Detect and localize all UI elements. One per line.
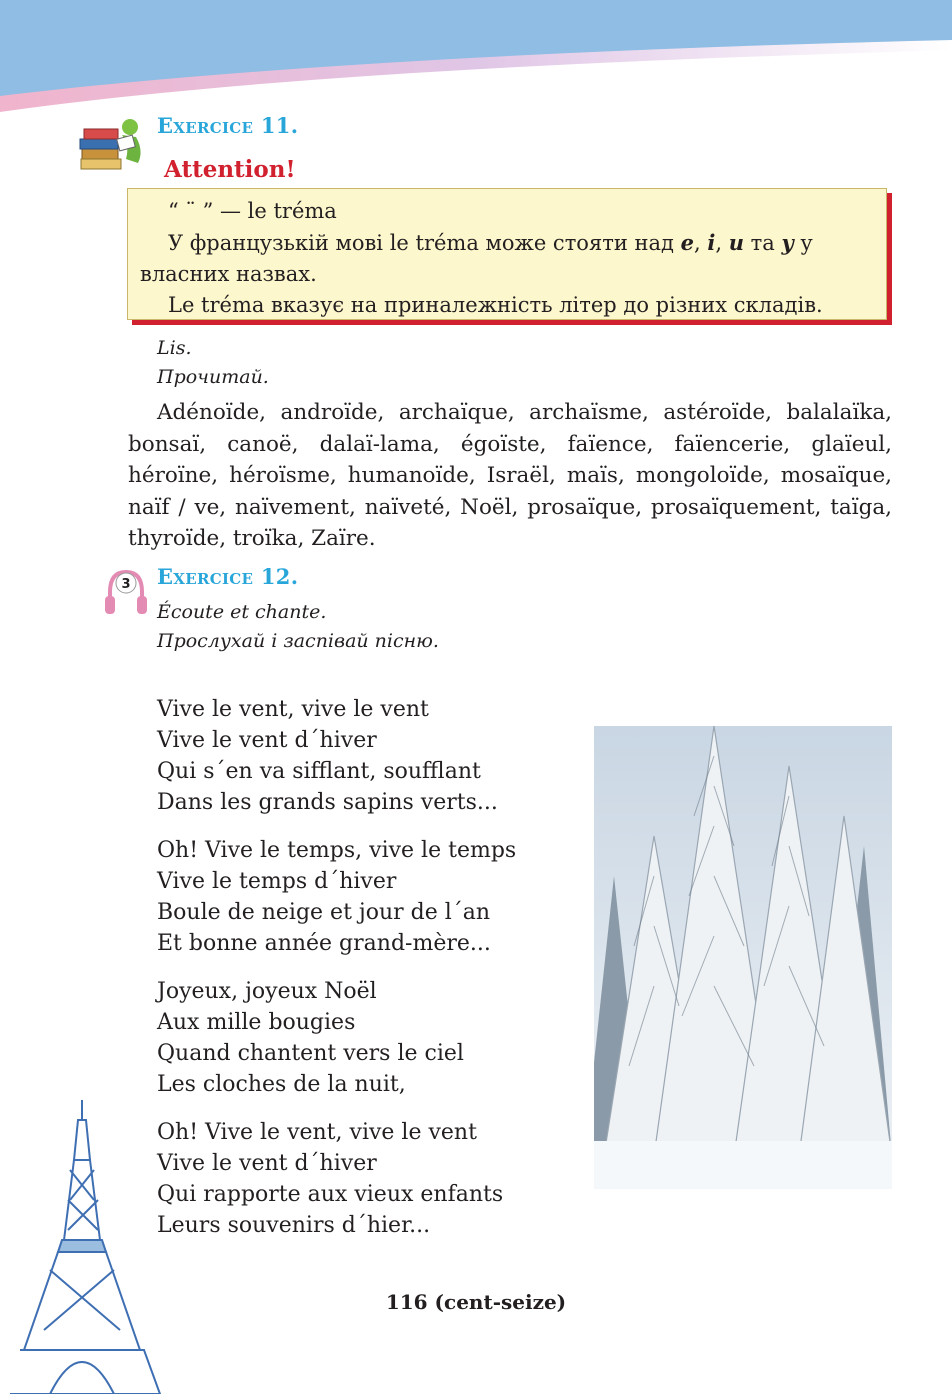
instruction-ukrainian: Прочитай.: [157, 366, 269, 388]
reading-figure-icon: [78, 115, 150, 171]
song-line: Les cloches de la nuit,: [157, 1072, 406, 1097]
song-line: Leurs souvenirs d´hier...: [157, 1213, 431, 1238]
rule-text-end: у власних назвах.: [140, 231, 813, 286]
letter-e: e: [680, 230, 695, 255]
rule-box: [127, 188, 887, 320]
rule-line-letters: [140, 227, 876, 290]
rule-sep-1: ,: [694, 231, 708, 255]
song-stanza-2: [157, 835, 516, 959]
song-line: Et bonne année grand-mère...: [157, 931, 491, 956]
trema-word-list: Adénoïde, androïde, archaïque, archaïsme, astéroïde, balalaïka, bonsaï, canoë, dalaï-lama, égoïste, faïence, faïencerie, glaïeul, héroïne, héroïsme, humanoïde, Israël, maïs, mongoloïde, mosaïque, naïf / ve, naïvement, naïveté, Noël, prosaïque, prosaïquement, taïga, thyroïde, troïka, Zaïre.: [128, 400, 892, 551]
rule-line-trema: “ ¨ ” — le tréma: [168, 199, 337, 223]
snowy-forest-photo: [594, 726, 892, 1189]
exercise-12-title: Exercice 12.: [157, 564, 299, 589]
song-line: Oh! Vive le vent, vive le vent: [157, 1120, 477, 1145]
rule-text-1: У французькій мові le tréma може стояти над: [168, 231, 674, 255]
song-stanza-3: [157, 976, 464, 1100]
song-stanza-1: [157, 694, 498, 818]
headphones-audio-icon[interactable]: [104, 566, 148, 618]
song-line: Qui s´en va sifflant, soufflant: [157, 759, 481, 784]
eiffel-tower-icon: [10, 1100, 190, 1394]
rule-line-syllables: Le tréma вказує на приналежність літер до різних складів.: [168, 293, 823, 317]
song-line: Dans les grands sapins verts...: [157, 790, 498, 815]
rule-sep-2: ,: [715, 231, 729, 255]
exercise-11-title: Exercice 11.: [157, 113, 299, 138]
song-line: Oh! Vive le temps, vive le temps: [157, 838, 517, 863]
exercise-12-instruction: [157, 598, 439, 656]
song-line: Vive le vent d´hiver: [157, 728, 377, 753]
song-line: Joyeux, joyeux Noël: [157, 979, 377, 1004]
song-line: Aux mille bougies: [157, 1010, 356, 1035]
attention-heading: Attention!: [164, 156, 296, 183]
instruction-french-12: Écoute et chante.: [157, 601, 327, 623]
instruction-french: Lis.: [157, 337, 192, 359]
headphones-graphic: [104, 566, 148, 618]
letter-y: y: [781, 230, 794, 255]
page-number: [0, 1290, 952, 1314]
rule-sep-3: та: [744, 231, 782, 255]
song-line: Vive le vent, vive le vent: [157, 697, 429, 722]
instruction-ukrainian-12: Прослухай і заспівай пісню.: [157, 630, 439, 652]
page-number-digits: 116: [385, 1290, 428, 1314]
song-line: Vive le temps d´hiver: [157, 869, 397, 894]
song-line: Quand chantent vers le ciel: [157, 1041, 464, 1066]
audio-track-number: 3: [121, 577, 131, 592]
exercise-11-instruction: [157, 334, 269, 392]
page-number-words: (cent-seize): [427, 1290, 567, 1314]
song-stanza-4: [157, 1117, 503, 1241]
song-line: Boule de neige et jour de l´an: [157, 900, 491, 925]
song-line: Qui rapporte aux vieux enfants: [157, 1182, 504, 1207]
letter-i: i: [707, 230, 716, 255]
letter-u: u: [728, 230, 744, 255]
song-line: Vive le vent d´hiver: [157, 1151, 377, 1176]
top-decorative-band: [0, 0, 952, 120]
